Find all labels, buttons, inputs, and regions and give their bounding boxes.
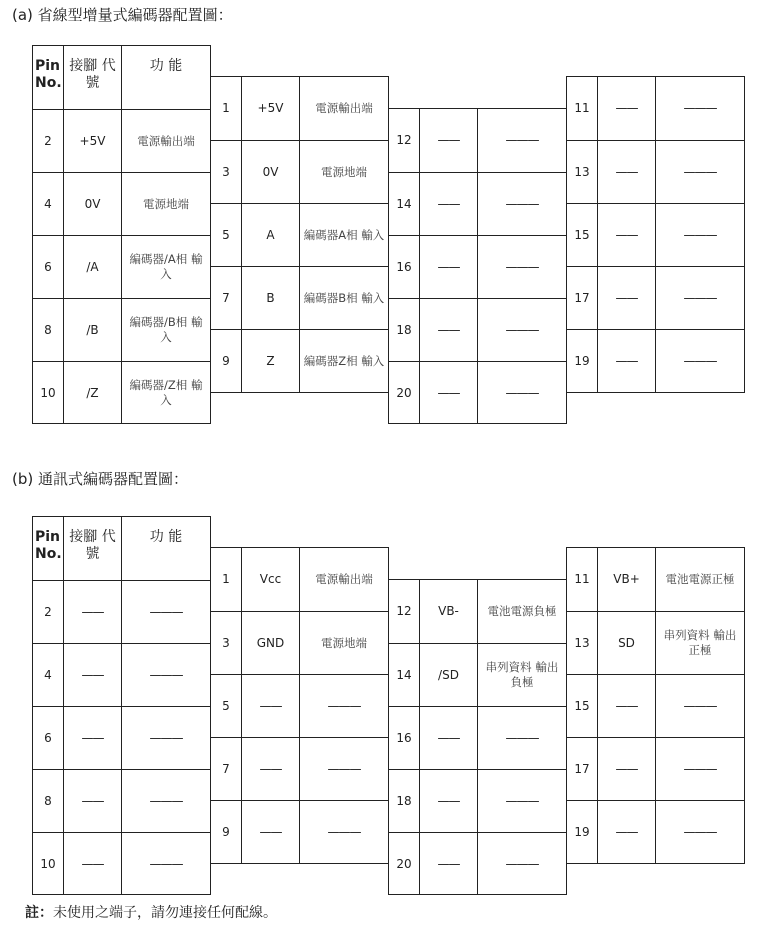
- pin-number: 4: [44, 667, 52, 682]
- pin-code: ——: [597, 330, 655, 392]
- pin-code: ——: [419, 299, 477, 361]
- pin-function: ———: [121, 581, 210, 643]
- pin-code: +5V: [63, 110, 121, 172]
- pin-number: 8: [44, 322, 52, 337]
- table-row: [567, 77, 744, 140]
- table-row: [567, 329, 744, 392]
- table-row: [567, 800, 744, 863]
- pin-number: 9: [222, 353, 230, 368]
- pin-function: ———: [121, 833, 210, 895]
- pin-code: ——: [241, 738, 299, 800]
- pin-number: 10: [40, 856, 56, 871]
- pin-number: 15: [574, 227, 590, 242]
- pin-code: ——: [241, 675, 299, 737]
- pin-code: ——: [419, 173, 477, 235]
- table-row: [389, 769, 566, 832]
- pin-code: ——: [597, 801, 655, 863]
- pin-number: 18: [396, 322, 412, 337]
- table-row: [567, 266, 744, 329]
- header-pin-no: Pin No.: [35, 529, 62, 562]
- pin-code: ——: [63, 833, 121, 895]
- pin-number: 3: [222, 635, 230, 650]
- table-row: [567, 611, 744, 674]
- pin-number: 13: [574, 635, 590, 650]
- pin-number: 1: [222, 101, 230, 115]
- pin-function: ———: [477, 299, 566, 361]
- pin-number: 13: [574, 164, 590, 179]
- pin-code: VB+: [597, 548, 655, 611]
- pin-function: ———: [121, 644, 210, 706]
- pin-number: 17: [574, 761, 590, 776]
- table-row: [211, 737, 388, 800]
- pin-code: /SD: [419, 644, 477, 706]
- pin-number: 4: [44, 196, 52, 211]
- pin-function: ———: [477, 173, 566, 235]
- pin-function: 電源輸出端: [299, 77, 388, 140]
- pin-code: ——: [597, 675, 655, 737]
- pin-number: 15: [574, 698, 590, 713]
- table-row: [389, 361, 566, 424]
- pin-function: 電源輸出端: [299, 548, 388, 611]
- table-row: [33, 832, 210, 895]
- pin-code: ——: [597, 141, 655, 203]
- header-pin-code: 接腳 代號: [63, 46, 121, 109]
- pin-code: /B: [63, 299, 121, 361]
- pin-number: 6: [44, 259, 52, 274]
- pin-number: 6: [44, 730, 52, 745]
- pin-code: ——: [597, 267, 655, 329]
- pin-function: 編碼器B相 輸入: [299, 267, 388, 329]
- pin-code: ——: [419, 707, 477, 769]
- pin-function: 編碼器/Z相 輸入: [121, 362, 210, 424]
- section-a-title: (a) 省線型增量式編碼器配置圖：: [12, 6, 233, 24]
- table-row: [389, 580, 566, 643]
- pin-number: 20: [396, 856, 412, 871]
- pin-function: 電池電源負極: [477, 580, 566, 643]
- header-function: 功 能: [121, 517, 210, 580]
- pin-function: 編碼器/A相 輸入: [121, 236, 210, 298]
- table-row: [33, 361, 210, 424]
- pin-number: 1: [222, 572, 230, 586]
- pin-code: VB-: [419, 580, 477, 643]
- pin-function: ———: [655, 330, 744, 392]
- pin-code: ——: [419, 109, 477, 172]
- pin-function: 編碼器/B相 輸入: [121, 299, 210, 361]
- pin-number: 11: [574, 572, 590, 586]
- table-row: [211, 140, 388, 203]
- pin-number: 17: [574, 290, 590, 305]
- table-row: [389, 832, 566, 895]
- pin-code: ——: [63, 770, 121, 832]
- pin-function: ———: [655, 267, 744, 329]
- pin-number: 10: [40, 385, 56, 400]
- pin-function: 編碼器Z相 輸入: [299, 330, 388, 392]
- footnote-label: 註：: [25, 905, 53, 921]
- pin-code: 0V: [63, 173, 121, 235]
- pin-function: 串列資料 輸出負極: [477, 644, 566, 706]
- pin-function: ———: [477, 770, 566, 832]
- pin-code: A: [241, 204, 299, 266]
- table-row: [33, 643, 210, 706]
- table-row: [211, 611, 388, 674]
- pin-function: 編碼器A相 輸入: [299, 204, 388, 266]
- pin-code: /A: [63, 236, 121, 298]
- table-row: [211, 674, 388, 737]
- table-row: [33, 298, 210, 361]
- pin-number: 11: [574, 101, 590, 115]
- footnote: [25, 902, 277, 922]
- table-row: [567, 203, 744, 266]
- pin-code: ——: [63, 707, 121, 769]
- table-row: [389, 109, 566, 172]
- table-row: [567, 674, 744, 737]
- pin-function: ———: [299, 738, 388, 800]
- pin-function: ———: [477, 833, 566, 895]
- pin-function: 電源地端: [299, 612, 388, 674]
- footnote-text: 未使用之端子，請勿連接任何配線。: [53, 905, 277, 921]
- pin-code: ——: [419, 833, 477, 895]
- pin-code: ——: [63, 644, 121, 706]
- header-pin-no: Pin No.: [35, 58, 62, 91]
- pin-number: 16: [396, 730, 412, 745]
- pin-number: 2: [44, 133, 52, 148]
- table-row: [389, 706, 566, 769]
- header-pin-code: 接腳 代號: [63, 517, 121, 580]
- pin-code: SD: [597, 612, 655, 674]
- table-row: [389, 298, 566, 361]
- table-row: [33, 235, 210, 298]
- pin-function: ———: [655, 738, 744, 800]
- pin-code: ——: [597, 77, 655, 140]
- pin-number: 5: [222, 227, 230, 242]
- pin-function: ———: [121, 707, 210, 769]
- pin-function: ———: [121, 770, 210, 832]
- pin-number: 14: [396, 667, 412, 682]
- table-row: [33, 172, 210, 235]
- table-row: [33, 706, 210, 769]
- pin-function: ———: [477, 362, 566, 424]
- table-row: [211, 548, 388, 611]
- section-b-title: (b) 通訊式編碼器配置圖：: [12, 470, 188, 488]
- pin-number: 9: [222, 824, 230, 839]
- pin-table-b-odd-outer: [566, 547, 745, 864]
- pin-code: ——: [597, 204, 655, 266]
- pin-table-a-odd-outer: [566, 76, 745, 393]
- pin-function: 電源地端: [299, 141, 388, 203]
- table-row: [211, 266, 388, 329]
- table-row: [211, 800, 388, 863]
- pin-table-b-even-inner: [388, 579, 567, 895]
- header-row: [33, 46, 210, 109]
- table-row: [33, 580, 210, 643]
- pin-table-b-left: [32, 516, 211, 895]
- pin-function: ———: [299, 801, 388, 863]
- pin-number: 12: [396, 133, 412, 147]
- pin-function: ———: [655, 675, 744, 737]
- pin-table-a-even-inner: [388, 108, 567, 424]
- pin-function: ———: [477, 707, 566, 769]
- table-row: [211, 329, 388, 392]
- pin-number: 2: [44, 604, 52, 619]
- pin-code: GND: [241, 612, 299, 674]
- pin-code: ——: [597, 738, 655, 800]
- pin-function: ———: [477, 236, 566, 298]
- table-row: [389, 235, 566, 298]
- pin-table-a-left: [32, 45, 211, 424]
- pin-number: 8: [44, 793, 52, 808]
- pin-code: /Z: [63, 362, 121, 424]
- pin-table-b-odd-inner: [210, 547, 389, 864]
- pin-function: 電源輸出端: [121, 110, 210, 172]
- header-row: [33, 517, 210, 580]
- table-row: [211, 203, 388, 266]
- pin-function: ———: [655, 141, 744, 203]
- pin-code: Z: [241, 330, 299, 392]
- pin-number: 3: [222, 164, 230, 179]
- pin-number: 19: [574, 353, 590, 368]
- pin-number: 12: [396, 604, 412, 618]
- pin-function: ———: [655, 77, 744, 140]
- pin-function: 串列資料 輸出正極: [655, 612, 744, 674]
- pin-function: ———: [655, 204, 744, 266]
- table-row: [567, 140, 744, 203]
- pin-number: 14: [396, 196, 412, 211]
- pin-table-a-odd-inner: [210, 76, 389, 393]
- table-row: [33, 109, 210, 172]
- pin-function: 電池電源正極: [655, 548, 744, 611]
- pin-number: 5: [222, 698, 230, 713]
- table-row: [567, 548, 744, 611]
- pin-code: ——: [63, 581, 121, 643]
- pin-code: 0V: [241, 141, 299, 203]
- pin-number: 20: [396, 385, 412, 400]
- pin-number: 18: [396, 793, 412, 808]
- table-row: [33, 769, 210, 832]
- pin-code: ——: [241, 801, 299, 863]
- pin-code: ——: [419, 362, 477, 424]
- pin-code: ——: [419, 770, 477, 832]
- pin-code: Vcc: [241, 548, 299, 611]
- pin-code: B: [241, 267, 299, 329]
- pin-function: 電源地端: [121, 173, 210, 235]
- table-row: [211, 77, 388, 140]
- table-row: [567, 737, 744, 800]
- table-row: [389, 643, 566, 706]
- pin-number: 7: [222, 761, 230, 776]
- table-row: [389, 172, 566, 235]
- pin-function: ———: [299, 675, 388, 737]
- pin-number: 19: [574, 824, 590, 839]
- pin-function: ———: [477, 109, 566, 172]
- pin-number: 16: [396, 259, 412, 274]
- pin-code: ——: [419, 236, 477, 298]
- pin-code: +5V: [241, 77, 299, 140]
- pin-function: ———: [655, 801, 744, 863]
- pin-number: 7: [222, 290, 230, 305]
- header-function: 功 能: [121, 46, 210, 109]
